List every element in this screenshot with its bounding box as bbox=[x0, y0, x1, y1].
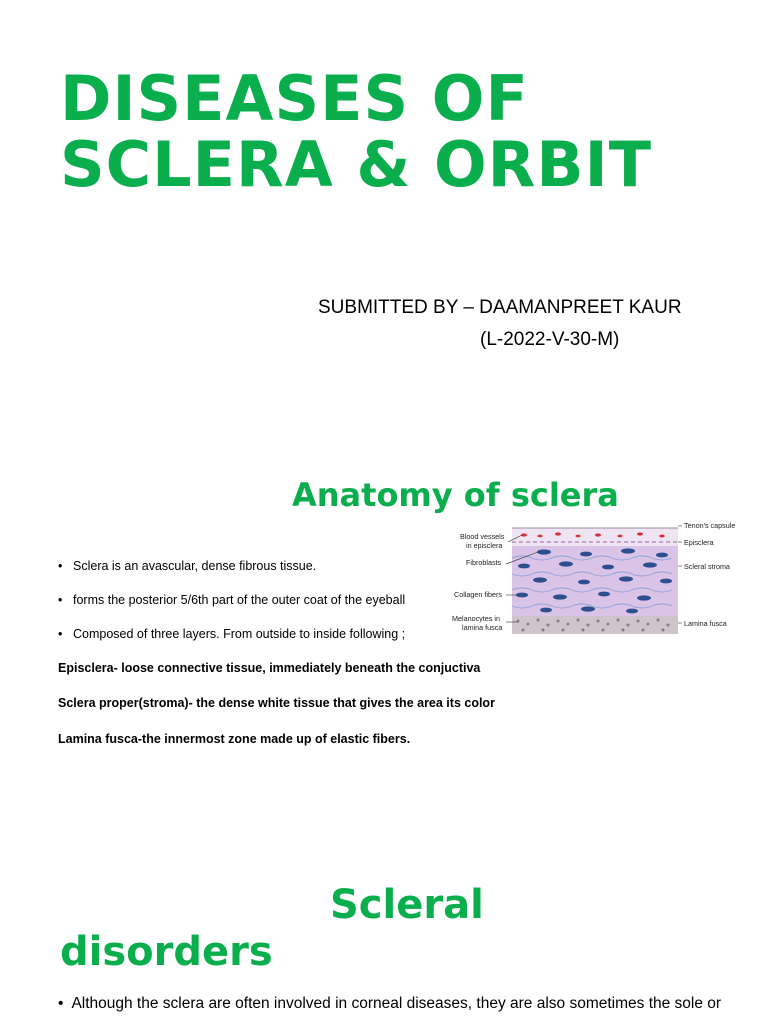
label-blood-vessels-2: in episclera bbox=[466, 541, 503, 550]
bullet-icon: • bbox=[58, 559, 63, 573]
lamina-fusca-layer bbox=[512, 616, 678, 634]
list-item: • Sclera is an avascular, dense fibrous tissue. bbox=[58, 559, 317, 573]
scleral-bullet: • Although the sclera are often involved in corneal diseases, they are also sometimes the sole or bbox=[58, 995, 722, 1012]
page-title bbox=[60, 62, 750, 201]
label-blood-vessels-1: Blood vessels bbox=[460, 532, 505, 541]
bullet-icon: • bbox=[58, 627, 63, 641]
title-line-1: DISEASES OF bbox=[60, 62, 529, 135]
label-stroma: Scleral stroma bbox=[684, 562, 730, 571]
scleral-heading-line-1: Scleral bbox=[330, 882, 484, 928]
registration-number: (L-2022-V-30-M) bbox=[480, 329, 620, 350]
anatomy-bullet-list bbox=[58, 558, 448, 660]
layer-episclera: Episclera- loose connective tissue, immediately beneath the conjuctiva bbox=[58, 661, 481, 675]
anatomy-heading: Anatomy of sclera bbox=[292, 476, 619, 514]
label-lamina-fusca: Lamina fusca bbox=[684, 619, 727, 628]
list-item: • Composed of three layers. From outside to inside following ; bbox=[58, 627, 406, 641]
label-collagen: Collagen fibers bbox=[454, 590, 502, 599]
label-fibroblasts: Fibroblasts bbox=[466, 558, 502, 567]
episclera-layer bbox=[512, 528, 678, 546]
scleral-heading-line-2: disorders bbox=[60, 929, 273, 975]
sclera-diagram bbox=[448, 518, 744, 642]
label-tenon: Tenon's capsule bbox=[684, 521, 736, 530]
submitted-by: SUBMITTED BY – DAAMANPREET KAUR bbox=[318, 297, 682, 318]
title-line-2: SCLERA & ORBIT bbox=[60, 128, 653, 201]
list-item: • forms the posterior 5/6th part of the outer coat of the eyeball bbox=[58, 593, 406, 607]
label-episclera: Episclera bbox=[684, 538, 714, 547]
layer-stroma: Sclera proper(stroma)- the dense white tissue that gives the area its color bbox=[58, 696, 495, 710]
bullet-icon: • bbox=[58, 593, 63, 607]
bullet-icon: • bbox=[58, 995, 64, 1012]
layer-lamina-fusca: Lamina fusca-the innermost zone made up of elastic fibers. bbox=[58, 732, 411, 746]
label-melanocytes-2: lamina fusca bbox=[462, 623, 503, 632]
label-melanocytes-1: Melanocytes in bbox=[452, 614, 500, 623]
